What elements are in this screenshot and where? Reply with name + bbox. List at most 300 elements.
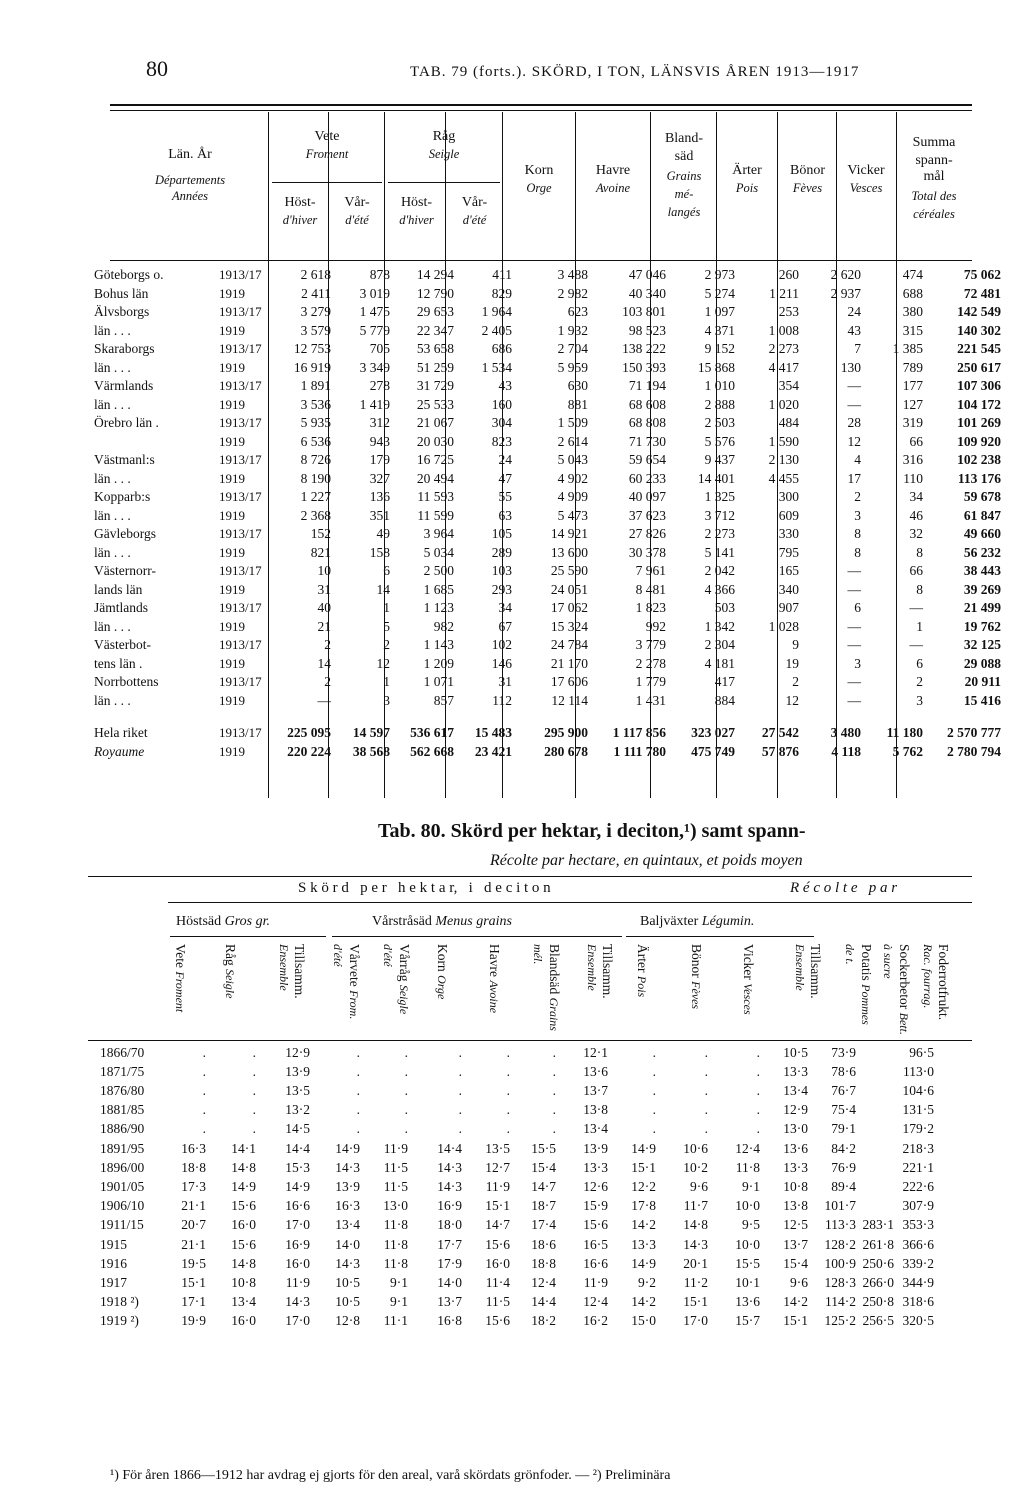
table-cell: 34	[909, 489, 923, 505]
table-cell: 110	[903, 470, 923, 486]
table-cell: 14·9	[631, 1256, 656, 1272]
table-cell: 12·4	[735, 1141, 760, 1157]
county-label: län . . .	[94, 692, 131, 708]
table-cell: 2 704	[557, 341, 588, 357]
table-cell: 13·4	[583, 1120, 608, 1136]
table-cell: 7	[854, 341, 861, 357]
table-cell: 25 590	[550, 563, 588, 579]
table-cell: 22 347	[416, 322, 454, 338]
table-cell: 1 419	[359, 396, 390, 412]
table-cell: 789	[902, 359, 923, 375]
table-row	[92, 525, 1003, 544]
table-row	[92, 507, 1003, 526]
table-cell: 113·0	[903, 1064, 934, 1080]
column-header: Sockerbetor Bett. à sucre	[881, 944, 912, 1035]
period-label: 1916	[100, 1256, 127, 1272]
table-cell: 53 658	[416, 341, 454, 357]
table-cell: .	[756, 1064, 760, 1080]
table-row	[92, 470, 1003, 489]
table-cell: 105	[491, 526, 512, 542]
table-cell: 5 274	[704, 285, 735, 301]
table-cell: 11·9	[383, 1141, 408, 1157]
table-cell: 16·6	[285, 1197, 310, 1213]
table-cell: 17·9	[437, 1256, 462, 1272]
table-cell: 2 368	[300, 507, 331, 523]
table-cell: 40 097	[628, 489, 666, 505]
table-cell: 15·1	[181, 1274, 206, 1290]
table-cell: 250·6	[862, 1256, 894, 1272]
table-cell: 10·5	[335, 1274, 360, 1290]
table-cell: 12 114	[551, 692, 588, 708]
table-cell: 10·1	[735, 1274, 760, 1290]
table-cell: 10·8	[783, 1178, 808, 1194]
table-cell: 32	[909, 526, 923, 542]
table-cell: 46	[909, 507, 923, 523]
table-cell: 295 900	[544, 725, 588, 741]
table-cell: .	[356, 1120, 360, 1136]
table-row	[92, 692, 1003, 711]
table-cell: 1 325	[704, 489, 735, 505]
table-cell: 1 111 780	[613, 743, 666, 759]
table-cell: 28	[847, 415, 861, 431]
year-label: 1919	[219, 507, 245, 523]
table-row	[100, 1100, 934, 1119]
table-cell: 366·6	[902, 1237, 934, 1253]
table-cell: 61 847	[963, 507, 1001, 523]
table-cell: 4 181	[704, 655, 735, 671]
county-label: Bohus län	[94, 285, 149, 301]
table-cell: 9 152	[704, 341, 735, 357]
table-cell: .	[552, 1082, 556, 1098]
group-varstrasad: Vårstråsäd Menus grains	[372, 914, 512, 929]
table-cell: 5 779	[359, 322, 390, 338]
table-cell: .	[252, 1082, 256, 1098]
table-cell: 327	[369, 470, 390, 486]
table-79	[92, 266, 1003, 761]
page-title: TAB. 79 (forts.). SKÖRD, I TON, LÄNSVIS ÅREN 1913—1917	[410, 64, 860, 80]
table-cell: 68 608	[628, 396, 666, 412]
table-cell: 3	[854, 507, 861, 523]
table-cell: 16·0	[231, 1312, 256, 1328]
table-cell: —	[847, 581, 861, 597]
year-label: 1919	[219, 618, 245, 634]
table-cell: 10·0	[735, 1237, 760, 1253]
col-blandsad-header: Bland-	[664, 131, 704, 146]
table-cell: 351	[369, 507, 390, 523]
table-row	[100, 1236, 934, 1255]
col-annees-header: Années	[171, 189, 209, 203]
table-cell: 5 959	[557, 359, 588, 375]
table-cell	[856, 1159, 894, 1178]
table-cell: .	[552, 1120, 556, 1136]
table-cell: 49	[376, 526, 390, 542]
table-cell: 943	[369, 433, 390, 449]
table-cell: 24	[847, 304, 861, 320]
table-cell	[856, 1196, 894, 1215]
table-cell: 13·3	[783, 1160, 808, 1176]
table-cell: 411	[492, 267, 512, 283]
table-cell: 330	[778, 526, 799, 542]
table-cell: 13·7	[437, 1293, 462, 1309]
table-cell: 14	[376, 581, 390, 597]
table-cell: 3	[383, 692, 390, 708]
table-cell: 11·2	[683, 1274, 708, 1290]
table-cell: 5	[383, 618, 390, 634]
table-cell: .	[202, 1064, 206, 1080]
table-cell: 15·1	[631, 1160, 656, 1176]
table-cell: 2 618	[300, 267, 331, 283]
table-row	[100, 1215, 934, 1234]
table-cell: .	[202, 1082, 206, 1098]
table-cell: 3 019	[359, 285, 390, 301]
table-cell: 13·7	[583, 1082, 608, 1098]
table-cell: 23 421	[474, 743, 512, 759]
table-cell: 12·7	[485, 1160, 510, 1176]
table-cell: 5 473	[557, 507, 588, 523]
table-cell: 283·1	[862, 1216, 894, 1232]
table-cell: 71 194	[628, 378, 666, 394]
table-cell: 12	[847, 433, 861, 449]
table-cell: 14·7	[531, 1178, 556, 1194]
table-cell: 1 431	[635, 692, 666, 708]
table-cell: 417	[714, 674, 735, 690]
table-row	[92, 544, 1003, 563]
table-cell: 2	[792, 674, 799, 690]
table-row	[92, 562, 1003, 581]
table-cell: 11 593	[417, 489, 454, 505]
table-cell: 12·6	[583, 1178, 608, 1194]
table-cell: 18·2	[531, 1312, 556, 1328]
county-label: Göteborgs o.	[94, 267, 164, 283]
table-cell: 11·8	[383, 1237, 408, 1253]
table-cell	[856, 1140, 894, 1159]
table-cell: 13·7	[783, 1237, 808, 1253]
table-cell: 68 808	[628, 415, 666, 431]
table-cell: 1 964	[481, 304, 512, 320]
group-hostsad: Höstsäd Gros gr.	[176, 914, 271, 929]
table-cell	[856, 1178, 894, 1197]
table-cell: 323 027	[691, 725, 735, 741]
table-cell	[856, 1044, 894, 1063]
table-cell: 13·6	[583, 1064, 608, 1080]
table-cell: 300	[778, 489, 799, 505]
table-cell: 2 937	[830, 285, 861, 301]
table-cell: 2 304	[704, 637, 735, 653]
county-label: Hela riket	[94, 725, 148, 741]
table-cell: 15·1	[783, 1312, 808, 1328]
year-label: 1913/17	[219, 725, 262, 741]
column-header: Havre Avoine	[487, 944, 502, 1014]
table-cell: 10·6	[683, 1141, 708, 1157]
table-cell: 881	[567, 396, 588, 412]
page-number: 80	[146, 56, 168, 81]
table-cell: 78·6	[831, 1064, 856, 1080]
table-cell: 75·4	[831, 1101, 856, 1117]
table-cell: 177	[902, 378, 923, 394]
table-cell: 829	[491, 285, 512, 301]
table-cell: .	[652, 1064, 656, 1080]
table-cell: 13·4	[335, 1216, 360, 1232]
table-cell: 3	[916, 692, 923, 708]
table-cell: .	[506, 1045, 510, 1061]
table-cell: 14·4	[437, 1141, 462, 1157]
table-cell: 13·4	[231, 1293, 256, 1309]
year-label: 1919	[219, 359, 245, 375]
table-cell: 12·4	[531, 1274, 556, 1290]
table-cell: 14·7	[485, 1216, 510, 1232]
table-cell: 15·1	[485, 1197, 510, 1213]
period-label: 1906/10	[100, 1197, 145, 1213]
table-cell: 103 801	[622, 304, 666, 320]
table-cell: 17·0	[683, 1312, 708, 1328]
table-cell: 138 222	[622, 341, 666, 357]
county-label: Västernorr-	[94, 563, 156, 579]
table-cell: 59 654	[628, 452, 666, 468]
table-cell: 15·4	[783, 1256, 808, 1272]
table-cell: 1 117 856	[612, 725, 666, 741]
table-cell: 221 545	[957, 341, 1001, 357]
table-cell: 20 911	[964, 674, 1001, 690]
table-cell: 11 599	[417, 507, 454, 523]
table-cell: 20 494	[416, 470, 454, 486]
table-cell: 1 211	[769, 285, 799, 301]
table-row	[100, 1119, 934, 1138]
table-row	[100, 1178, 934, 1197]
table-cell: 319	[902, 415, 923, 431]
table-cell: 16 725	[416, 452, 454, 468]
table-cell: 14·3	[285, 1293, 310, 1309]
table-cell: 9·1	[390, 1274, 408, 1290]
table-cell: 10·0	[735, 1197, 760, 1213]
table-cell: 8 481	[635, 581, 666, 597]
period-label: 1915	[100, 1237, 127, 1253]
table-cell: 278	[369, 378, 390, 394]
table-cell: 344·9	[902, 1274, 934, 1290]
table-cell: .	[652, 1101, 656, 1117]
table-cell: 12	[785, 692, 799, 708]
table-cell: 114·2	[825, 1293, 856, 1309]
table-cell: 2 570 777	[947, 725, 1001, 741]
table-cell: 318·6	[902, 1293, 934, 1309]
table-cell: 72 481	[963, 285, 1001, 301]
table-cell: 38 443	[963, 563, 1001, 579]
table-cell: 15·6	[231, 1197, 256, 1213]
year-label: 1919	[219, 396, 245, 412]
table-cell: 15·3	[285, 1160, 310, 1176]
table-cell: 140 302	[957, 322, 1001, 338]
table-cell: 128·3	[824, 1274, 856, 1290]
county-label: län . . .	[94, 507, 131, 523]
table-cell: 15·6	[583, 1216, 608, 1232]
table-cell: 14·5	[285, 1120, 310, 1136]
table-cell: 3 480	[830, 725, 861, 741]
table-cell: 307·9	[902, 1197, 934, 1213]
column-header: Vårvete From. d'été	[331, 944, 362, 1020]
county-label: tens län .	[94, 655, 143, 671]
table-cell: 66	[909, 433, 923, 449]
table-cell: .	[704, 1045, 708, 1061]
table-row	[92, 359, 1003, 378]
table-cell: 11·8	[383, 1216, 408, 1232]
table-cell: 4 371	[704, 322, 735, 338]
table-cell: 14·3	[335, 1160, 360, 1176]
table-cell: 9·6	[790, 1274, 808, 1290]
table-cell: —	[847, 692, 861, 708]
table-cell: 15 483	[474, 725, 512, 741]
table-cell: 293	[491, 581, 512, 597]
table-cell: 12·1	[583, 1045, 608, 1061]
table-cell: 1 028	[768, 618, 799, 634]
year-label: 1913/17	[219, 489, 262, 505]
table-cell: 9·5	[742, 1216, 760, 1232]
table-cell: 2 273	[704, 526, 735, 542]
table-cell: 14·3	[437, 1160, 462, 1176]
table-cell: 16·2	[583, 1312, 608, 1328]
table-cell: 5 762	[892, 743, 923, 759]
table-cell: 17·7	[437, 1237, 462, 1253]
table-cell: —	[847, 637, 861, 653]
year-label: 1913/17	[219, 600, 262, 616]
table-cell: —	[847, 563, 861, 579]
period-label: 1917	[100, 1274, 127, 1290]
table-cell: 2 620	[830, 267, 861, 283]
table-cell: 4	[854, 452, 861, 468]
table-cell: 15·1	[683, 1293, 708, 1309]
table-cell: 2	[383, 637, 390, 653]
table-cell: .	[458, 1045, 462, 1061]
table-row	[92, 618, 1003, 637]
table-cell: 484	[778, 415, 799, 431]
table-cell: 14·0	[335, 1237, 360, 1253]
table-cell: 12·5	[783, 1216, 808, 1232]
county-label: Gävleborgs	[94, 526, 156, 542]
table-cell: 24 784	[550, 637, 588, 653]
table-cell: 14·8	[231, 1256, 256, 1272]
county-label	[92, 433, 217, 452]
table-cell: 55	[498, 489, 512, 505]
table-cell: 218·3	[902, 1141, 934, 1157]
table-cell: 857	[433, 692, 454, 708]
table-row	[92, 377, 1003, 396]
table-cell: 14·9	[285, 1178, 310, 1194]
table-cell: 29 653	[416, 304, 454, 320]
table-row	[100, 1044, 934, 1063]
table-cell: 17 606	[550, 674, 588, 690]
table-cell: 16·0	[285, 1256, 310, 1272]
table-row	[100, 1196, 934, 1215]
group-baljvaxter: Baljväxter Légumin.	[640, 914, 755, 929]
table-cell: 13·3	[783, 1064, 808, 1080]
table-cell: 16·9	[285, 1237, 310, 1253]
table-cell: 353·3	[902, 1216, 934, 1232]
table-row	[100, 1159, 934, 1178]
table-cell: .	[202, 1045, 206, 1061]
table-cell: 7 961	[635, 563, 666, 579]
table-cell: 152	[310, 526, 331, 542]
table-cell: 13·8	[583, 1101, 608, 1117]
table-cell: 39 269	[963, 581, 1001, 597]
table-cell: 3 279	[300, 304, 331, 320]
county-label: län . . .	[94, 470, 131, 486]
table-cell: 992	[645, 618, 666, 634]
table-cell: 821	[310, 544, 331, 560]
period-label: 1919 ²)	[100, 1312, 139, 1328]
table-cell: 11·8	[735, 1160, 760, 1176]
col-arter-header: Ärter	[732, 163, 762, 178]
table-cell: 19	[785, 655, 799, 671]
period-label: 1871/75	[100, 1064, 145, 1080]
county-label: lands län	[94, 581, 143, 597]
table-cell: 179	[369, 452, 390, 468]
table-cell: 14·2	[631, 1293, 656, 1309]
table-row	[92, 451, 1003, 470]
table-cell: 3 964	[423, 526, 454, 542]
table-cell: 16 919	[293, 359, 331, 375]
table-cell: .	[356, 1082, 360, 1098]
column-header: Korn Orge	[435, 944, 450, 1000]
table-cell: 17·1	[181, 1293, 206, 1309]
table-cell: 4 417	[768, 359, 799, 375]
table-cell: 795	[778, 544, 799, 560]
county-label: Örebro län .	[94, 415, 159, 431]
table-cell: 21 499	[963, 600, 1001, 616]
col-rag-header: Råg	[432, 129, 456, 144]
table-cell: .	[704, 1064, 708, 1080]
table-cell: 146	[491, 655, 512, 671]
table-cell: 289	[491, 544, 512, 560]
table-cell: 4 455	[768, 470, 799, 486]
year-label: 1913/17	[219, 452, 262, 468]
table-cell: —	[909, 637, 923, 653]
table-cell: 31	[498, 674, 512, 690]
year-label: 1919	[219, 285, 245, 301]
table-cell: 15 324	[550, 618, 588, 634]
table-cell: 21 067	[416, 415, 454, 431]
table-cell: 4 909	[557, 489, 588, 505]
year-label: 1913/17	[219, 378, 262, 394]
table-cell: .	[552, 1064, 556, 1080]
table-cell: 10·8	[231, 1274, 256, 1290]
table-cell: 17·8	[631, 1197, 656, 1213]
table-cell: 17·0	[285, 1312, 310, 1328]
table-cell: 354	[778, 378, 799, 394]
period-label: 1891/95	[100, 1141, 145, 1157]
table-cell: 1 685	[423, 581, 454, 597]
table-cell: 25 533	[416, 396, 454, 412]
table-cell: 14·3	[683, 1237, 708, 1253]
table-cell: 13·3	[583, 1160, 608, 1176]
column-header: Bönor Fèves	[689, 944, 704, 1010]
table-cell: 315	[902, 322, 923, 338]
column-header: Ärter Pois	[635, 944, 650, 998]
table-cell: 15·9	[583, 1197, 608, 1213]
table-cell: —	[317, 692, 331, 708]
table-row	[100, 1292, 934, 1311]
county-label: län . . .	[94, 359, 131, 375]
table-cell: 475 749	[691, 743, 735, 759]
table-cell: .	[756, 1082, 760, 1098]
table-cell: 256·5	[862, 1312, 894, 1328]
table-cell: 562 668	[410, 743, 454, 759]
table-cell: 128·2	[824, 1237, 856, 1253]
county-label: län . . .	[94, 322, 131, 338]
table-cell: —	[847, 378, 861, 394]
period-label: 1911/15	[100, 1216, 144, 1232]
table-cell: 27 826	[628, 526, 666, 542]
table-cell: 2 500	[423, 563, 454, 579]
table-cell: 2 888	[704, 396, 735, 412]
table-80-title: Tab. 80. Skörd per hektar, i deciton,¹) samt spann-	[378, 820, 806, 842]
